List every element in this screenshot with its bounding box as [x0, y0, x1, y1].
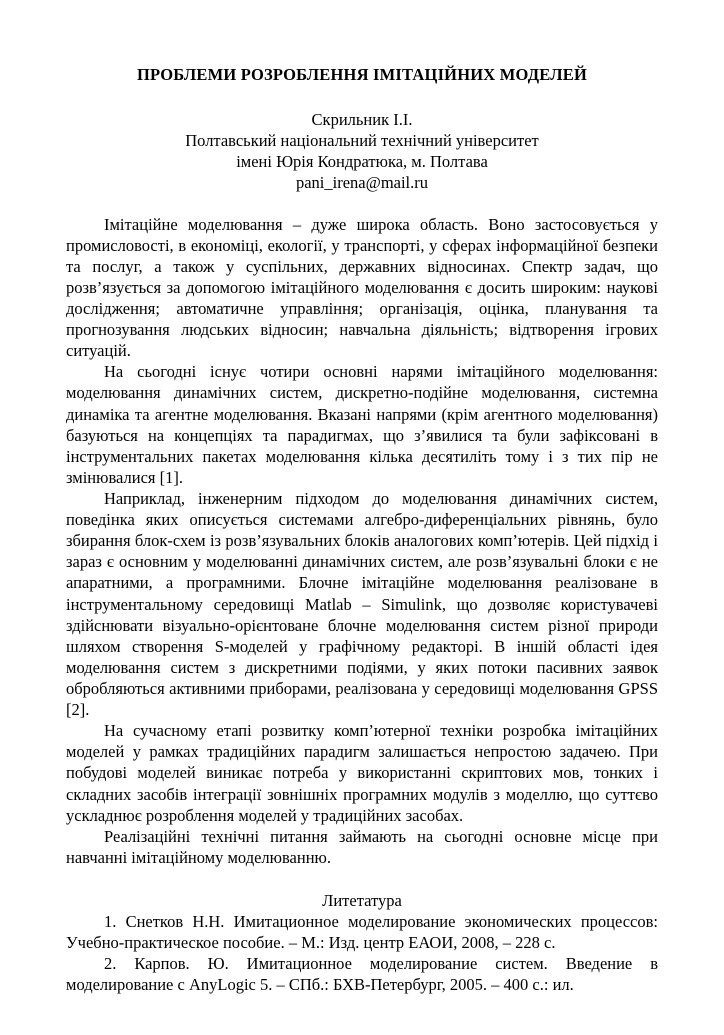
author-email: pani_irena@mail.ru	[295, 173, 429, 193]
paragraph: Реалізаційні технічні питання займають на сьогодні основне місце при навчанні імітаційному моделюванню.	[66, 826, 658, 867]
affiliation-line-1: Полтавський національний технічний університет	[185, 131, 539, 151]
author-name: Скрильник І.І.	[311, 110, 413, 130]
reference-item: 2. Карпов. Ю. Имитационное моделирование систем. Введение в моделирование с AnyLogic 5. – СПб.: БХВ-Петербург, 2005. – 400 с.: ил.	[66, 954, 658, 995]
paragraph: Імітаційне моделювання – дуже широка область. Воно застосовується у промисловості, в економіці, екології, у транспорті, у сферах інформаційної безпеки та послуг, а також у суспільних, державних відносинах. Спектр задач, що розв’язується за допомогою імітаційного моделювання є досить широким: наукові дослідження; автоматичне управління; організація, оцінка, планування та прогнозування людських відносин; навчальна діяльність; відтворення ігрових ситуацій.	[66, 214, 658, 361]
reference-item: 1. Снетков Н.Н. Имитационное моделирование экономических процессов: Учебно-практическое пособие. – М.: Изд. центр ЕАОИ, 2008, – 228 с.	[66, 912, 658, 953]
affiliation-line-2: імені Юрія Кондратюка, м. Полтава	[236, 152, 488, 172]
paragraph: На сьогодні існує чотири основні нарями імітаційного моделювання: моделювання динамічних систем, дискретно-подійне моделювання, системна динаміка та агентне моделювання. Вказані напрями (крім агентного моделювання) базуються на концепціях та парадигмах, що з’явилися та були зафіксовані в інструментальних пакетах моделювання кілька десятиліть тому і з тих пір не змінювалися [1].	[66, 362, 658, 487]
author-block	[66, 109, 658, 193]
paper-title: ПРОБЛЕМИ РОЗРОБЛЕННЯ ІМІТАЦІЙНИХ МОДЕЛЕЙ	[136, 65, 587, 84]
references-heading: Литетатура	[322, 890, 402, 910]
paragraph: На сучасному етапі розвитку комп’ютерної техніки розробка імітаційних моделей у рамках традиційних парадигм залишається непростою задачею. При побудові моделей виникає потреба у використанні скриптових мов, тонких і складних засобів інтеграції зовнішніх програмних модулів з моделлю, що суттєво ускладнює розроблення моделей у традиційних засобах.	[66, 721, 658, 825]
references-section	[66, 890, 658, 996]
paragraph: Наприклад, інженерним підходом до моделювання динамічних систем, поведінка яких описується системами алгебро-диференціальних рівнянь, було збирання блок-схем із розв’язувальних блоків аналогових комп’ютерів. Цей підхід і зараз є основним у моделюванні динамічних систем, але розв’язувальні блоки є не апаратними, а програмними. Блочне імітаційне моделювання реалізоване в інструментальному середовищі Matlab – Simulink, що дозволяє користувачеві здійснювати візуально-орієнтоване блочне моделювання систем різної природи шляхом створення S-моделей у графічному редакторі. В іншій області ідея моделювання систем з дискретними подіями, у яких потоки пасивних заявок обробляються активними приборами, реалізована у середовищі моделювання GPSS [2].	[66, 488, 658, 720]
document-body	[66, 214, 658, 868]
